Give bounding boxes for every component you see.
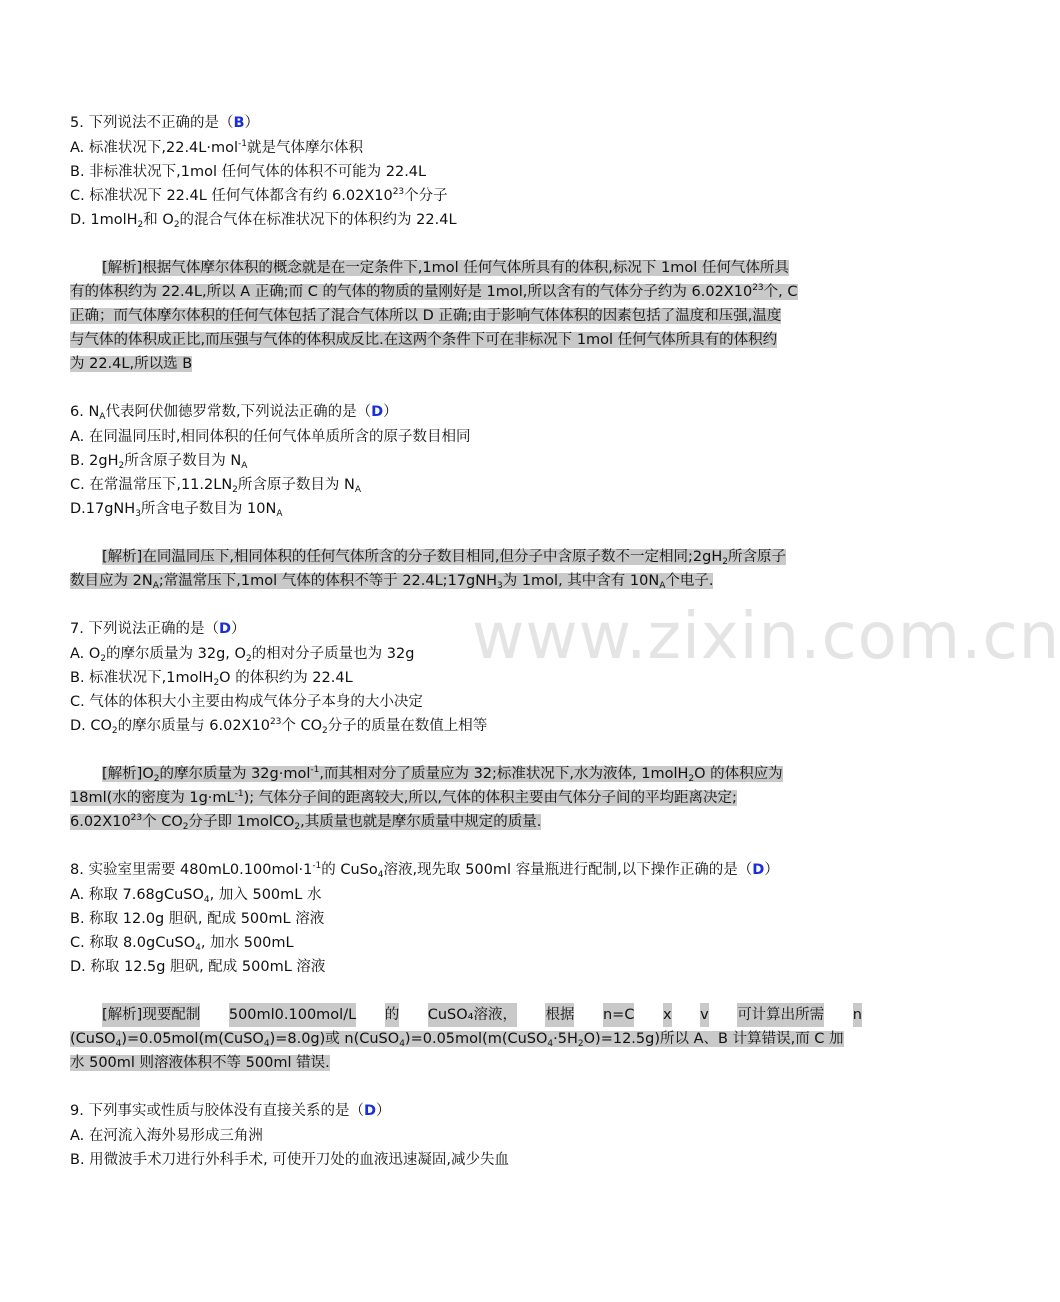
q6-answer: D xyxy=(371,404,384,420)
q7-option-c: C. 气体的体积大小主要由构成气体分子本身的大小决定 xyxy=(70,694,423,710)
q9-option-a: A. 在河流入海外易形成三角洲 xyxy=(70,1128,263,1144)
q5-stem: 5. 下列说法不正确的是（B） xyxy=(70,115,260,131)
q5-answer: B xyxy=(233,115,245,131)
q5-option-c: C. 标准状况下 22.4L 任何气体都含有约 $6.02X10^{23}$个分子 xyxy=(70,187,448,204)
q6-explanation: [解析]在同温同压下,相同体积的任何气体所含的分子数目相同,但分子中含原子数不一定相同$;2gH_2$所含原子 数目应为 $2N_A$;常温常压下,1mol 气体的体积不等于 22.4L;17gNH$_3$为 1mol, 其中含有 $10N_A$个电子. xyxy=(70,549,786,591)
watermark: www.zixin.com.cn xyxy=(472,600,1060,674)
q6-option-d: D.17gNH$_3$所含电子数目为 $10N_A$ xyxy=(70,501,283,519)
q9-stem: 9. 下列事实或性质与胶体没有直接关系的是（D） xyxy=(70,1103,391,1119)
q5-option-b: B. 非标准状况下,1mol 任何气体的体积不可能为 22.4L xyxy=(70,164,427,180)
q5-option-d: D. 1molH$_2$和 $O_2$的混合气体在标准状况下的体积约为 22.4L xyxy=(70,212,457,230)
q6-option-b: B. $2gH_2$所含原子数目为 $N_A$ xyxy=(70,453,248,471)
q7-explanation: [解析]$O_2$的摩尔质量为 32g·mol$^{-1}$,而其相对分了质量应为 32;标准状况下,水为液体, 1molH$_2$O 的体积应为 18ml(水的密度为 $1g\cdot mL^{-1}$); 气体分子间的距离较大,所以,气体的体积主要由气体分子间的平均距离决定; $6.02X10^{23}$个 $CO_2$分子即 1molCO$_2$,其质量也就是摩尔质量中规定的质量. xyxy=(70,765,783,832)
q8-exp-line1: [解析]现要配制 500ml0.100mol/L 的 CuSO₄溶液， 根据 n=C x v 可计算出所需 n xyxy=(70,1003,862,1027)
q8-answer: D xyxy=(752,862,765,878)
q7-answer: D xyxy=(218,621,231,637)
q6-option-c: C. 在常温常压下$,11.2LN_2$所含原子数目为 $N_A$ xyxy=(70,477,362,495)
q7-stem: 7. 下列说法正确的是（D） xyxy=(70,621,246,637)
q8-option-c: C. 称取 8.0gCuSO$_4$, 加水 500mL xyxy=(70,935,294,953)
q5-option-a: A. 标准状况下,22.4L·mol$^{-1}$就是气体摩尔体积 xyxy=(70,139,363,156)
q6-stem: 6. $N_A$代表阿伏伽德罗常数,下列说法正确的是（D） xyxy=(70,404,398,422)
q5-explanation: [解析]根据气体摩尔体积的概念就是在一定条件下,1mol 任何气体所具有的体积,标况下 1mol 任何气体所具 有的体积约为 22.4L,所以 A 正确;而 C 的气体的物质的量刚好是 1mol,所以含有的气体分子约为 $6.02X10^{23}$个, C 正确；而气体摩尔体积的任何气体包括了混合气体所以 D 正确;由于影响气体体积的因素包括了温度和压强,温度 与气体的体积成正比,而压强与气体的体积成反比.在这两个条件下可在非标况下 1mol 任何气体所具有的体积约 为 22.4L,所以选 B xyxy=(70,260,798,372)
q9-option-b: B. 用微波手术刀进行外科手术, 可使开刀处的血液迅速凝固,减少失血 xyxy=(70,1152,509,1168)
q8-option-b: B. 称取 12.0g 胆矾, 配成 500mL 溶液 xyxy=(70,911,325,927)
q6-option-a: A. 在同温同压时,相同体积的任何气体单质所含的原子数目相同 xyxy=(70,429,471,445)
q7-option-d: D. $CO_2$的摩尔质量与 $6.02X10^{23}$个 $CO_2$分子的质量在数值上相等 xyxy=(70,717,488,736)
q8-option-a: A. 称取 7.68gCuSO$_4$, 加入 500mL 水 xyxy=(70,887,322,905)
q7-option-a: A. $O_2$的摩尔质量为 32g, $O_2$的相对分子质量也为 32g xyxy=(70,646,415,664)
q8-option-d: D. 称取 12.5g 胆矾, 配成 500mL 溶液 xyxy=(70,959,326,975)
q8-explanation: [解析]现要配制 500ml0.100mol/L 的 CuSO₄溶液， 根据 n=C x v 可计算出所需 n (CuSO$_4$)=0.05mol(m(CuSO$_4$)=8.0g)或 $n(CuSO_4)=0.05mol(m(CuSO_4\cdot 5H_2O)=12.5g)$所以 A、B 计算错误,而 C 加 水 500ml 则溶液体积不等 500ml 错误. xyxy=(70,1003,862,1075)
q7-option-b: B. 标准状况下,1molH$_2$O 的体积约为 22.4L xyxy=(70,670,353,688)
q9-answer: D xyxy=(363,1103,376,1119)
q8-stem: 8. 实验室里需要 $480mL0.100mol\cdot 1^{-1}$的 CuSo$_4$溶液,现先取 500ml 容量瓶进行配制,以下操作正确的是（D） xyxy=(70,861,779,880)
